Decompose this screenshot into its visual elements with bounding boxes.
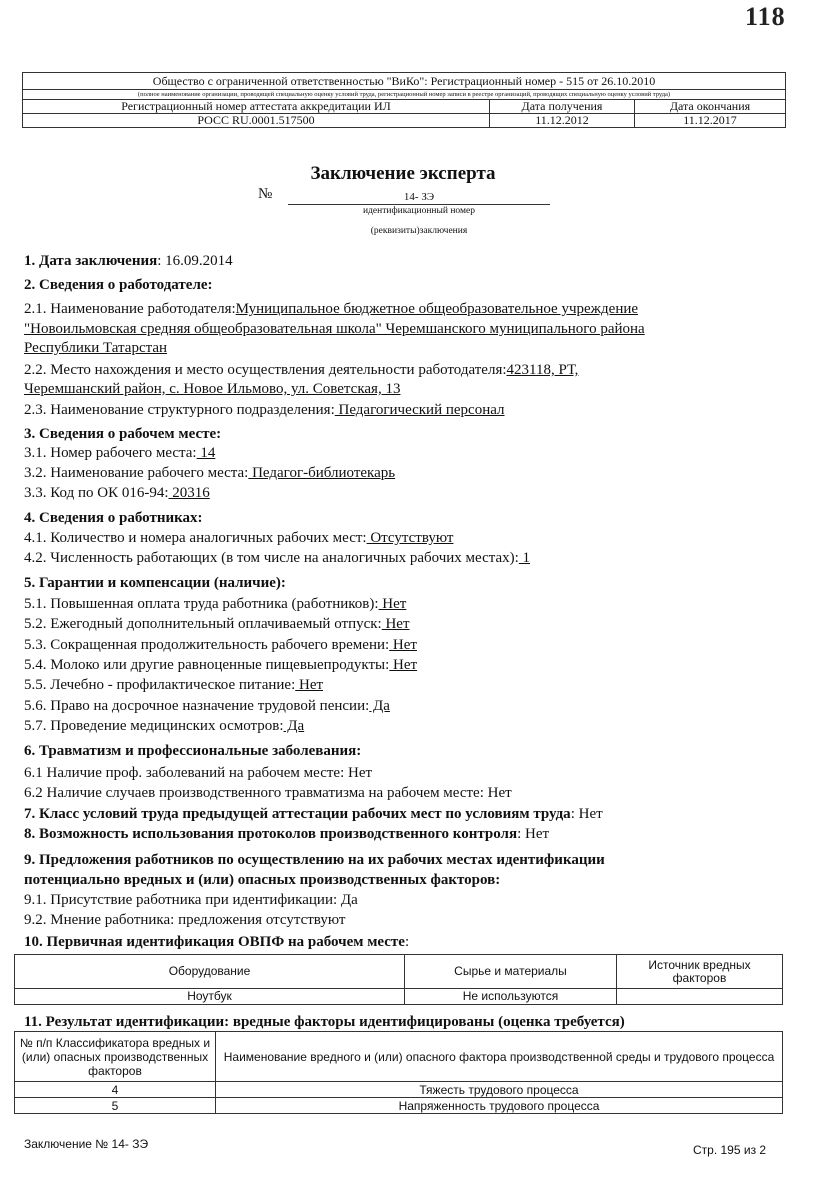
factor-name: Напряженность трудового процесса [216, 1098, 783, 1114]
number-sign: № [258, 186, 273, 202]
s1-value: 16.09.2014 [165, 253, 233, 269]
s5-item-label: 5.1. Повышенная оплата труда работника (работников): [24, 596, 379, 612]
s10-heading: 10. Первичная идентификация ОВПФ на рабочем месте [24, 934, 405, 950]
s11-heading-b: : вредные факторы идентифицированы (оценка требуется) [224, 1014, 625, 1030]
s1-label: 1. Дата заключения [24, 253, 158, 269]
ovpf-cell [617, 989, 783, 1005]
s5-item [24, 615, 410, 633]
date-recv-value: 11.12.2012 [490, 114, 635, 128]
factors-table [14, 1031, 783, 1114]
s7-label: 7. Класс условий труда предыдущей аттестации рабочих мест по условиям труда [24, 806, 571, 822]
footer-right: Стр. 195 из 2 [693, 1143, 767, 1157]
s9-l2: 9.2. Мнение работника: предложения отсутствуют [24, 912, 346, 928]
s9-heading-b: потенциально вредных и (или) опасных производственных факторов: [24, 872, 501, 888]
date-end-value: 11.12.2017 [635, 114, 786, 128]
s2-l3 [24, 401, 505, 419]
s3-l3-value: 20316 [168, 485, 210, 501]
s2-l1-value-c: Республики Татарстан [24, 340, 168, 356]
date-end-label: Дата окончания [635, 100, 786, 114]
doc-number: 14- ЗЭ [288, 190, 550, 205]
doc-title: Заключение эксперта [310, 163, 496, 184]
s8-value: : Нет [517, 826, 550, 842]
s4-l2-label: 4.2. Численность работающих (в том числе на аналогичных рабочих местах): [24, 550, 519, 566]
s4-l1 [24, 529, 453, 547]
s4-l2-value: 1 [518, 550, 531, 566]
ovpf-cell: Ноутбук [15, 989, 405, 1005]
s3-l2-label: 3.2. Наименование рабочего места: [24, 465, 249, 481]
reg-value: РОСС RU.0001.517500 [23, 114, 490, 128]
s4-l1-label: 4.1. Количество и номера аналогичных рабочих мест: [24, 530, 367, 546]
footer-left: Заключение № 14- ЗЭ [24, 1137, 149, 1151]
s4-l1-value: Отсутствуют [366, 530, 454, 546]
s2-l1-value-b: "Новоильмовская средняя общеобразовательная школа" Черемшанского муниципального района [24, 321, 645, 337]
s8-label: 8. Возможность использования протоколов производственного контроля [24, 826, 518, 842]
s6-heading: 6. Травматизм и профессиональные заболевания: [24, 743, 362, 759]
ovpf-table [14, 954, 783, 1005]
org-caption: (полное наименование организации, проводящей специальную оценку условий труда, регистрационный номер записи в реестре организаций, проводящих специальную оценку условий труда) [23, 90, 786, 100]
s5-item [24, 676, 323, 694]
s2-l1-value-a: Муниципальное бюджетное общеобразовательное учреждение [235, 301, 639, 317]
s9-l1: 9.1. Присутствие работника при идентификации: Да [24, 892, 358, 908]
s5-item [24, 595, 406, 613]
s11-heading-line [24, 1013, 625, 1031]
reg-label: Регистрационный номер аттестата аккредитации ИЛ [23, 100, 490, 114]
s3-l1-label: 3.1. Номер рабочего места: [24, 445, 197, 461]
s5-item [24, 717, 304, 735]
s2-l3-value: Педагогический персонал [334, 402, 505, 418]
s2-l1-label: 2.1. Наименование работодателя: [24, 301, 236, 317]
s5-item [24, 636, 417, 654]
factors-col-num: № п/п Классификатора вредных и (или) опасных производственных факторов [15, 1032, 216, 1082]
s7-line [24, 805, 603, 823]
s1-colon: : [157, 253, 166, 269]
s2-l2-value-a: 423118, РТ, [506, 362, 579, 378]
s5-item-label: 5.4. Молоко или другие равноценные пищевыепродукты: [24, 657, 390, 673]
s1-line [24, 252, 233, 270]
ovpf-cell: Не используются [405, 989, 617, 1005]
s6-l1: 6.1 Наличие проф. заболеваний на рабочем месте: Нет [24, 765, 373, 781]
ovpf-col-sources: Источник вредных факторов [617, 955, 783, 989]
table-row [15, 1098, 783, 1114]
s5-item-value: Нет [295, 677, 324, 693]
header-table [22, 72, 786, 128]
table-row [15, 1082, 783, 1098]
s4-l2 [24, 549, 530, 567]
s5-item-value: Нет [378, 596, 407, 612]
s2-l3-label: 2.3. Наименование структурного подразделения: [24, 402, 335, 418]
factors-col-name: Наименование вредного и (или) опасного фактора производственной среды и трудового процесса [216, 1032, 783, 1082]
s5-item-label: 5.5. Лечебно - профилактическое питание: [24, 677, 296, 693]
s5-item [24, 697, 390, 715]
s2-l2 [24, 361, 578, 379]
factor-num: 5 [15, 1098, 216, 1114]
s8-line [24, 825, 549, 843]
s3-l1-value: 14 [196, 445, 216, 461]
s3-l2 [24, 464, 395, 482]
s5-item-label: 5.6. Право на досрочное назначение трудовой пенсии: [24, 698, 370, 714]
s4-heading: 4. Сведения о работниках: [24, 510, 203, 526]
s10-heading-line [24, 933, 409, 951]
s3-l2-value: Педагог-библиотекарь [248, 465, 396, 481]
ovpf-col-materials: Сырье и материалы [405, 955, 617, 989]
date-recv-label: Дата получения [490, 100, 635, 114]
s9-heading-a: 9. Предложения работников по осуществлению на их рабочих местах идентификации [24, 852, 605, 868]
s2-heading: 2. Сведения о работодателе: [24, 277, 213, 293]
factor-num: 4 [15, 1082, 216, 1098]
org-name: Общество с ограниченной ответственностью "ВиКо": Регистрационный номер - 515 от 26.10.2010 [23, 73, 786, 90]
s5-item-label: 5.2. Ежегодный дополнительный оплачиваемый отпуск: [24, 616, 382, 632]
s3-l3 [24, 484, 210, 502]
number-caption: идентификационный номер [363, 206, 475, 216]
s5-item-label: 5.3. Сокращенная продолжительность рабочего времени: [24, 637, 390, 653]
s5-heading: 5. Гарантии и компенсации (наличие): [24, 575, 286, 591]
s5-item-value: Нет [381, 616, 410, 632]
s2-l2-label: 2.2. Место нахождения и место осуществления деятельности работодателя: [24, 362, 507, 378]
number-caption-2: (реквизиты)заключения [370, 226, 468, 236]
s5-item-value: Да [369, 698, 390, 714]
s7-value: : Нет [570, 806, 603, 822]
factor-name: Тяжесть трудового процесса [216, 1082, 783, 1098]
s5-item-value: Нет [389, 637, 417, 653]
s2-l1 [24, 300, 638, 318]
page-number: 118 [745, 2, 786, 31]
s3-heading: 3. Сведения о рабочем месте: [24, 426, 222, 442]
ovpf-col-equipment: Оборудование [15, 955, 405, 989]
s3-l1 [24, 444, 215, 462]
s3-l3-label: 3.3. Код по ОК 016-94: [24, 485, 169, 501]
s5-item-value: Нет [389, 657, 418, 673]
s10-colon: : [404, 934, 410, 950]
s5-item-label: 5.7. Проведение медицинских осмотров: [24, 718, 284, 734]
s6-l2: 6.2 Наличие случаев производственного травматизма на рабочем месте: Нет [24, 785, 512, 801]
s5-item [24, 656, 417, 674]
s2-l2-value-b: Черемшанский район, с. Новое Ильмово, ул. Советская, 13 [24, 381, 401, 397]
s11-heading-a: 11. Результат идентификации [24, 1014, 225, 1030]
s5-item-value: Да [283, 718, 305, 734]
